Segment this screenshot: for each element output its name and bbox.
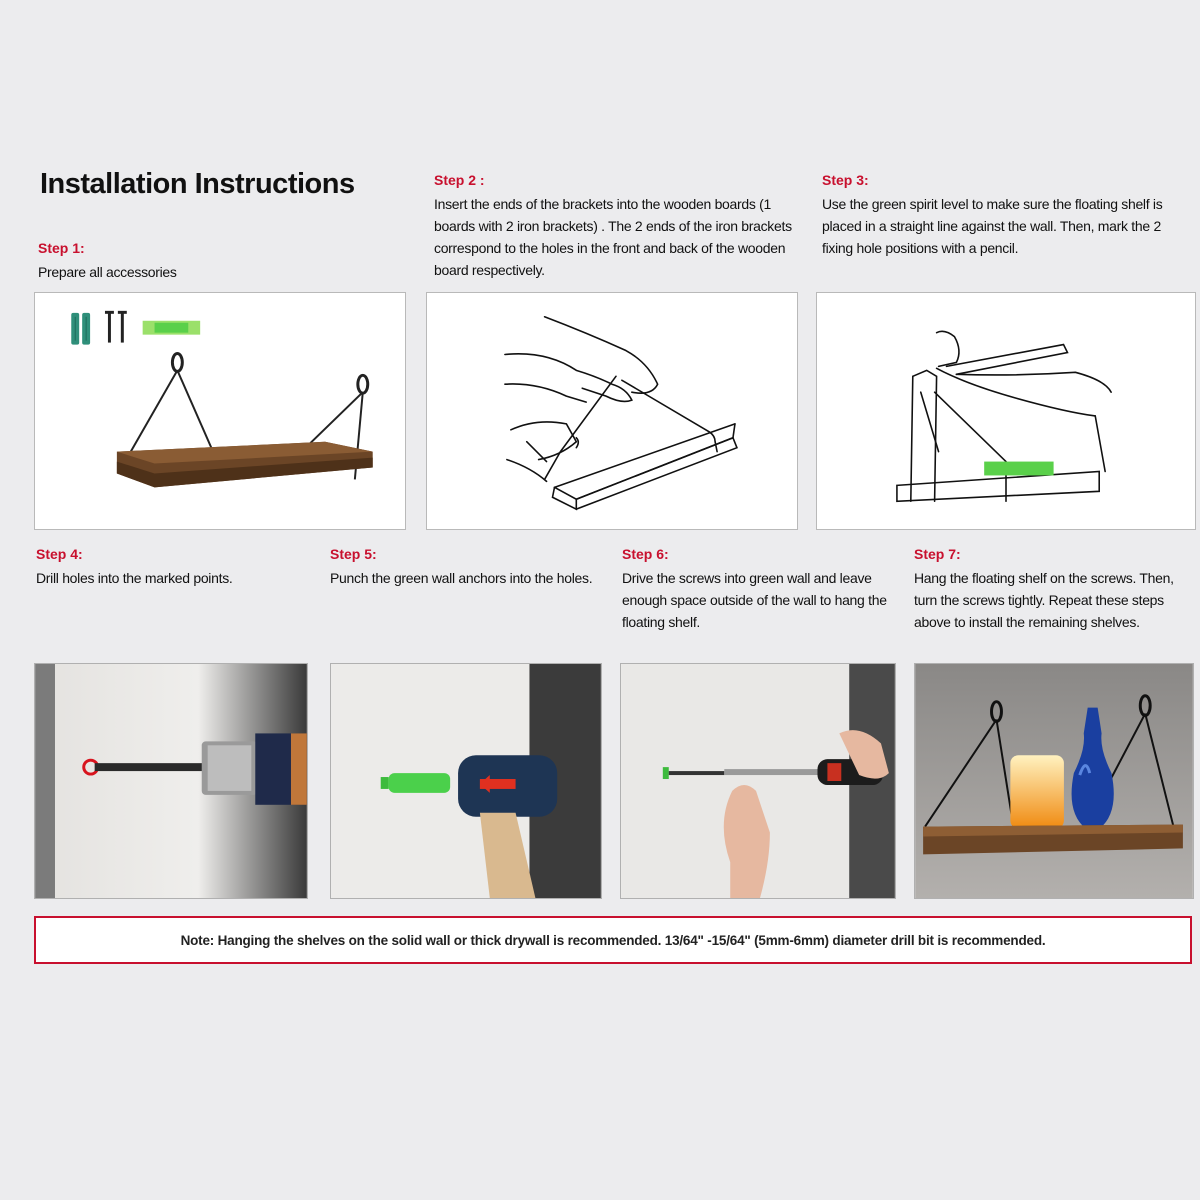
step-4-label: Step 4: [36, 546, 83, 562]
step-5-text: Punch the green wall anchors into the holes. [330, 570, 593, 586]
page-title: Installation Instructions [40, 168, 355, 200]
step-1-illustration [34, 292, 406, 530]
wall-anchors-icon [71, 313, 90, 345]
step-5-photo [330, 663, 602, 899]
step-5-label: Step 5: [330, 546, 377, 562]
step-1-text: Prepare all accessories [38, 264, 177, 280]
step-3-text: Use the green spirit level to make sure the floating shelf is placed in a straight line against the wall. Then, mark the 2 fixing hole positions with a pencil. [822, 196, 1163, 256]
step-7-label: Step 7: [914, 546, 961, 562]
screws-icon [105, 311, 127, 343]
step-3-illustration [816, 292, 1196, 530]
step-1-label: Step 1: [38, 240, 85, 256]
step-6-text: Drive the screws into green wall and leave enough space outside of the wall to hang the floating shelf. [622, 570, 887, 630]
shelf-icon [117, 353, 373, 487]
step-2-illustration [426, 292, 798, 530]
step-4-photo [34, 663, 308, 899]
spirit-level-icon [143, 321, 201, 335]
candle-icon [1010, 755, 1064, 828]
step-7-photo [914, 663, 1194, 899]
step-6-label: Step 6: [622, 546, 669, 562]
note-text: Note: Hanging the shelves on the solid wall or thick drywall is recommended. 13/64" -15/64" (5mm-6mm) diameter drill bit is recommended. [180, 932, 1046, 948]
step-7-text: Hang the floating shelf on the screws. Then, turn the screws tightly. Repeat these steps above to install the remaining shelves. [914, 570, 1174, 630]
step-3-label: Step 3: [822, 172, 869, 188]
step-4-text: Drill holes into the marked points. [36, 570, 233, 586]
step-2-label: Step 2 : [434, 172, 485, 188]
step-2-text: Insert the ends of the brackets into the wooden boards (1 boards with 2 iron brackets) . The 2 ends of the iron brackets correspond to the holes in the front and back of the wooden board respectively. [434, 196, 792, 278]
note-box [34, 916, 1192, 964]
step-6-photo [620, 663, 896, 899]
